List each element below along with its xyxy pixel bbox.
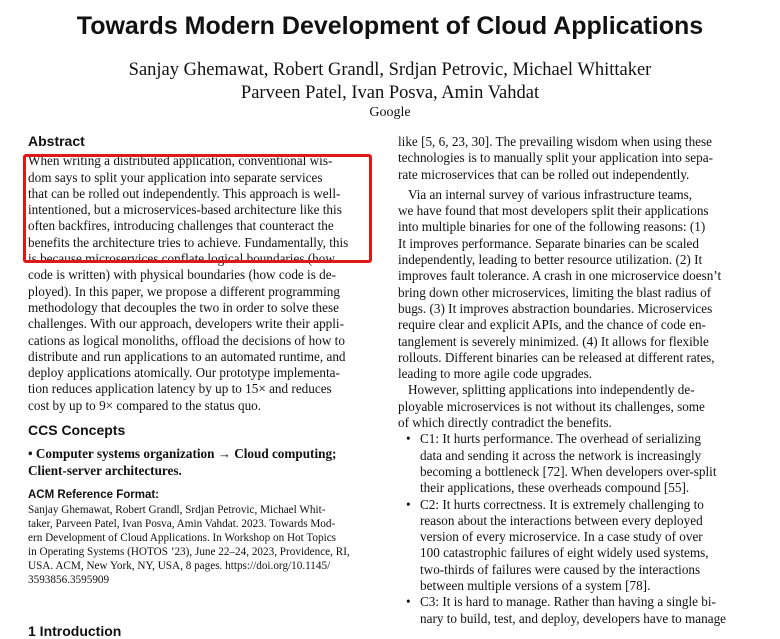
body-line: C3: It is hard to manage. Rather than having a single bi-	[420, 594, 716, 610]
acm-line: ern Development of Cloud Applications. In Workshop on Hot Topics	[28, 532, 337, 545]
bullet-icon: •	[406, 594, 411, 610]
body-line: independently, leading to better resource utilization. (2) It	[398, 252, 703, 268]
authors-line-1: Sanjay Ghemawat, Robert Grandl, Srdjan Petrovic, Michael Whittaker	[128, 60, 652, 80]
abstract-line: ployed). In this paper, we propose a different programming	[28, 283, 340, 299]
abstract-line: code is written) with physical boundaries (how code is de-	[28, 267, 336, 283]
body-line: of which directly contradict the benefits.	[398, 415, 612, 431]
body-line: C1: It hurts performance. The overhead of serializing	[420, 431, 701, 447]
body-line: between multiple versions of a system [78].	[420, 578, 651, 594]
body-line: data and sending it across the network is increasingly	[420, 447, 702, 463]
abstract-line: that can be rolled out independently. This approach is well-	[28, 185, 341, 201]
acm-line: taker, Parveen Patel, Ivan Posva, Amin Vahdat. 2023. Towards Mod-	[28, 518, 336, 531]
abstract-line: methodology that decouples the two in order to solve these	[28, 299, 339, 315]
acm-line: Sanjay Ghemawat, Robert Grandl, Srdjan Petrovic, Michael Whit-	[28, 504, 326, 517]
abstract-line: challenges. With our approach, developers write their appli-	[28, 316, 344, 332]
abstract-line: tion reduces application latency by up to 15× and reduces	[28, 381, 332, 397]
body-line: ployable microservices is not without its challenges, some	[398, 398, 705, 414]
body-line: into multiple binaries for one of the following reasons: (1)	[398, 219, 706, 235]
body-line: improves fault tolerance. A crash in one microservice doesn’t	[398, 268, 722, 284]
acm-line: 3593856.3595909	[28, 574, 110, 587]
body-line: leading to more agile code upgrades.	[398, 366, 593, 382]
abstract-line: is because microservices conflate logical boundaries (how	[28, 251, 335, 267]
body-line: version of every microservice. In a case study of over	[420, 529, 703, 545]
ccs-line: Client-server architectures.	[28, 462, 182, 478]
body-line: rollouts. Different binaries can be released at different rates,	[398, 349, 715, 365]
body-line: bring down other microservices, limiting the blast radius of	[398, 284, 712, 300]
body-line: becoming a bottleneck [72]. When developers over-split	[420, 463, 717, 479]
body-line: C2: It hurts correctness. It is extremely challenging to	[420, 496, 704, 512]
ccs-heading: CCS Concepts	[28, 422, 126, 439]
body-line: However, splitting applications into independently de-	[408, 382, 695, 398]
body-line: It improves performance. Separate binaries can be scaled	[398, 235, 699, 251]
body-line: Via an internal survey of various infrastructure teams,	[408, 186, 693, 202]
bullet-icon: •	[406, 496, 411, 512]
abstract-line: When writing a distributed application, conventional wis-	[28, 153, 333, 169]
body-line: technologies is to manually split your application into sepa-	[398, 150, 713, 166]
abstract-line: dom says to split your application into separate services	[28, 169, 323, 185]
challenge-c3	[398, 594, 738, 627]
highlight-box	[23, 154, 372, 263]
body-line: rate microservices that can be rolled out independently.	[398, 166, 690, 182]
abstract-line: intentioned, but a microservices-based architecture like this	[28, 202, 342, 218]
body-line: require clear and explicit APIs, and the chance of code en-	[398, 317, 706, 333]
body-line: we have found that most developers split their applications	[398, 203, 709, 219]
body-line: bugs. (3) It improves abstraction boundaries. Microservices	[398, 300, 713, 316]
paper-title: Towards Modern Development of Cloud Applications	[76, 12, 704, 40]
right-column	[398, 134, 738, 627]
abstract-line: distribute and run applications to an automated runtime, and	[28, 348, 346, 364]
challenge-c2	[398, 497, 738, 595]
body-line: tanglement is severely minimized. (4) It allows for flexible	[398, 333, 709, 349]
abstract-line: often backfires, introducing challenges that counteract the	[28, 218, 334, 234]
introduction-heading: 1 Introduction	[28, 623, 122, 639]
abstract-line: cations as logical monoliths, offload the decisions of how to	[28, 332, 345, 348]
body-line: reason about the interactions between every deployed	[420, 512, 703, 528]
bullet-icon: •	[406, 431, 411, 447]
authors-line-2: Parveen Patel, Ivan Posva, Amin Vahdat	[240, 83, 540, 103]
affiliation: Google	[369, 105, 411, 120]
abstract-line: benefits the architecture tries to achieve. Fundamentally, this	[28, 234, 349, 250]
challenge-c1	[398, 431, 738, 496]
body-line: nary to build, test, and deploy, developers have to manage	[420, 610, 727, 626]
abstract-heading: Abstract	[28, 133, 85, 149]
body-line: their applications, these overheads compound [55].	[420, 480, 690, 496]
acm-line: USA. ACM, New York, NY, USA, 8 pages. https://doi.org/10.1145/	[28, 560, 331, 573]
body-line: like [5, 6, 23, 30]. The prevailing wisdom when using these	[398, 134, 713, 149]
abstract-line: deploy applications atomically. Our prototype implementa-	[28, 365, 340, 381]
ccs-line: • Computer systems organization → Cloud computing;	[28, 446, 337, 462]
body-line: two-thirds of failures were caused by the interactions	[420, 561, 701, 577]
body-line: 100 catastrophic failures of eight widely used systems,	[420, 545, 709, 561]
abstract-line: cost by up to 9× compared to the status quo.	[28, 397, 262, 413]
acm-line: in Operating Systems (HOTOS ’23), June 22–24, 2023, Providence, RI,	[28, 546, 350, 559]
acm-reference-heading: ACM Reference Format:	[28, 488, 159, 501]
